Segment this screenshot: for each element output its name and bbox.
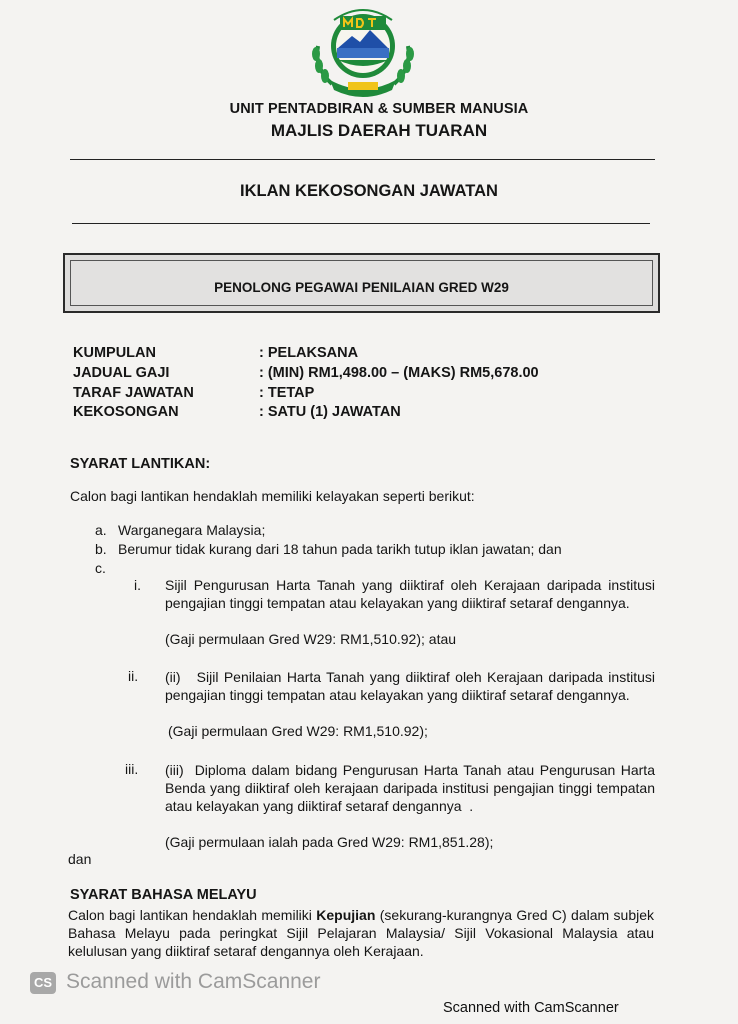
camscanner-watermark xyxy=(30,970,370,1000)
camscanner-icon: CS xyxy=(30,972,56,994)
requirement-citizenship: Warganegara Malaysia; xyxy=(118,522,266,538)
detail-value-taraf-jawatan: : TETAP xyxy=(259,385,315,401)
camscanner-footer-text: Scanned with CamScanner xyxy=(443,1000,619,1016)
council-name: MAJLIS DAERAH TUARAN xyxy=(270,121,488,140)
requirement-age: Berumur tidak kurang dari 18 tahun pada tarikh tutup iklan jawatan; dan xyxy=(118,541,562,557)
detail-value-kekosongan: : SATU (1) JAWATAN xyxy=(259,404,401,420)
position-title: PENOLONG PEGAWAI PENILAIAN GRED W29 xyxy=(214,280,509,295)
qualification-sijil-penilaian: (ii) Sijil Penilaian Harta Tanah yang diiktiraf oleh Kerajaan daripada institusi pengajian tinggi tempatan atau kelayakan yang diiktiraf setaraf dengannya. xyxy=(165,669,659,703)
sub-marker-ii: ii. xyxy=(128,668,139,684)
conjunction-dan: dan xyxy=(68,851,92,867)
section-heading-syarat-lantikan: SYARAT LANTIKAN: xyxy=(70,456,211,472)
qualification-diploma: (iii) Diploma dalam bidang Pengurusan Harta Tanah atau Pengurusan Harta Benda yang diiktiraf oleh kerajaan daripada institusi pengajian tinggi tempatan atau kelayakan yang diiktiraf setaraf dengannya . xyxy=(165,762,659,814)
council-logo xyxy=(308,6,418,98)
salary-note-ii: (Gaji permulaan Gred W29: RM1,510.92); xyxy=(168,723,428,739)
detail-label-kekosongan: KEKOSONGAN xyxy=(73,404,179,420)
header-divider-top xyxy=(70,159,655,160)
list-marker-c: c. xyxy=(95,560,106,576)
detail-label-jadual-gaji: JADUAL GAJI xyxy=(73,365,170,381)
language-requirement: Calon bagi lantikan hendaklah memiliki Kepujian (sekurang-kurangnya Gred C) dalam subjek Bahasa Melayu pada peringkat Sijil Pelajaran Malaysia/ Sijil Vokasional Malaysia atau kelulusan yang diiktiraf setaraf dengannya oleh Kerajaan. xyxy=(68,907,654,959)
detail-value-jadual-gaji: : (MIN) RM1,498.00 – (MAKS) RM5,678.00 xyxy=(259,365,539,381)
list-marker-a: a. xyxy=(95,522,107,538)
document-title: IKLAN KEKOSONGAN JAWATAN xyxy=(240,182,498,200)
list-marker-b: b. xyxy=(95,541,107,557)
qualification-sijil-pengurusan: Sijil Pengurusan Harta Tanah yang diiktiraf oleh Kerajaan daripada institusi pengajian tinggi tempatan atau kelayakan yang diiktiraf setaraf dengannya. xyxy=(165,577,655,611)
kepujian-emphasis: Kepujian xyxy=(316,907,376,923)
salary-note-iii: (Gaji permulaan ialah pada Gred W29: RM1,851.28); xyxy=(165,834,494,850)
camscanner-watermark-text: Scanned with CamScanner xyxy=(66,970,321,993)
sub-marker-iii: iii. xyxy=(125,761,139,777)
detail-label-kumpulan: KUMPULAN xyxy=(73,345,156,361)
header-divider-bottom xyxy=(72,223,650,224)
unit-name: UNIT PENTADBIRAN & SUMBER MANUSIA xyxy=(229,101,529,117)
detail-label-taraf-jawatan: TARAF JAWATAN xyxy=(73,385,194,401)
section-heading-syarat-bahasa: SYARAT BAHASA MELAYU xyxy=(70,887,257,903)
sub-marker-i: i. xyxy=(134,577,141,593)
detail-value-kumpulan: : PELAKSANA xyxy=(259,345,359,361)
position-title-box xyxy=(63,253,660,313)
salary-note-i: (Gaji permulaan Gred W29: RM1,510.92); atau xyxy=(165,631,457,647)
requirements-intro: Calon bagi lantikan hendaklah memiliki kelayakan seperti berikut: xyxy=(70,488,475,504)
